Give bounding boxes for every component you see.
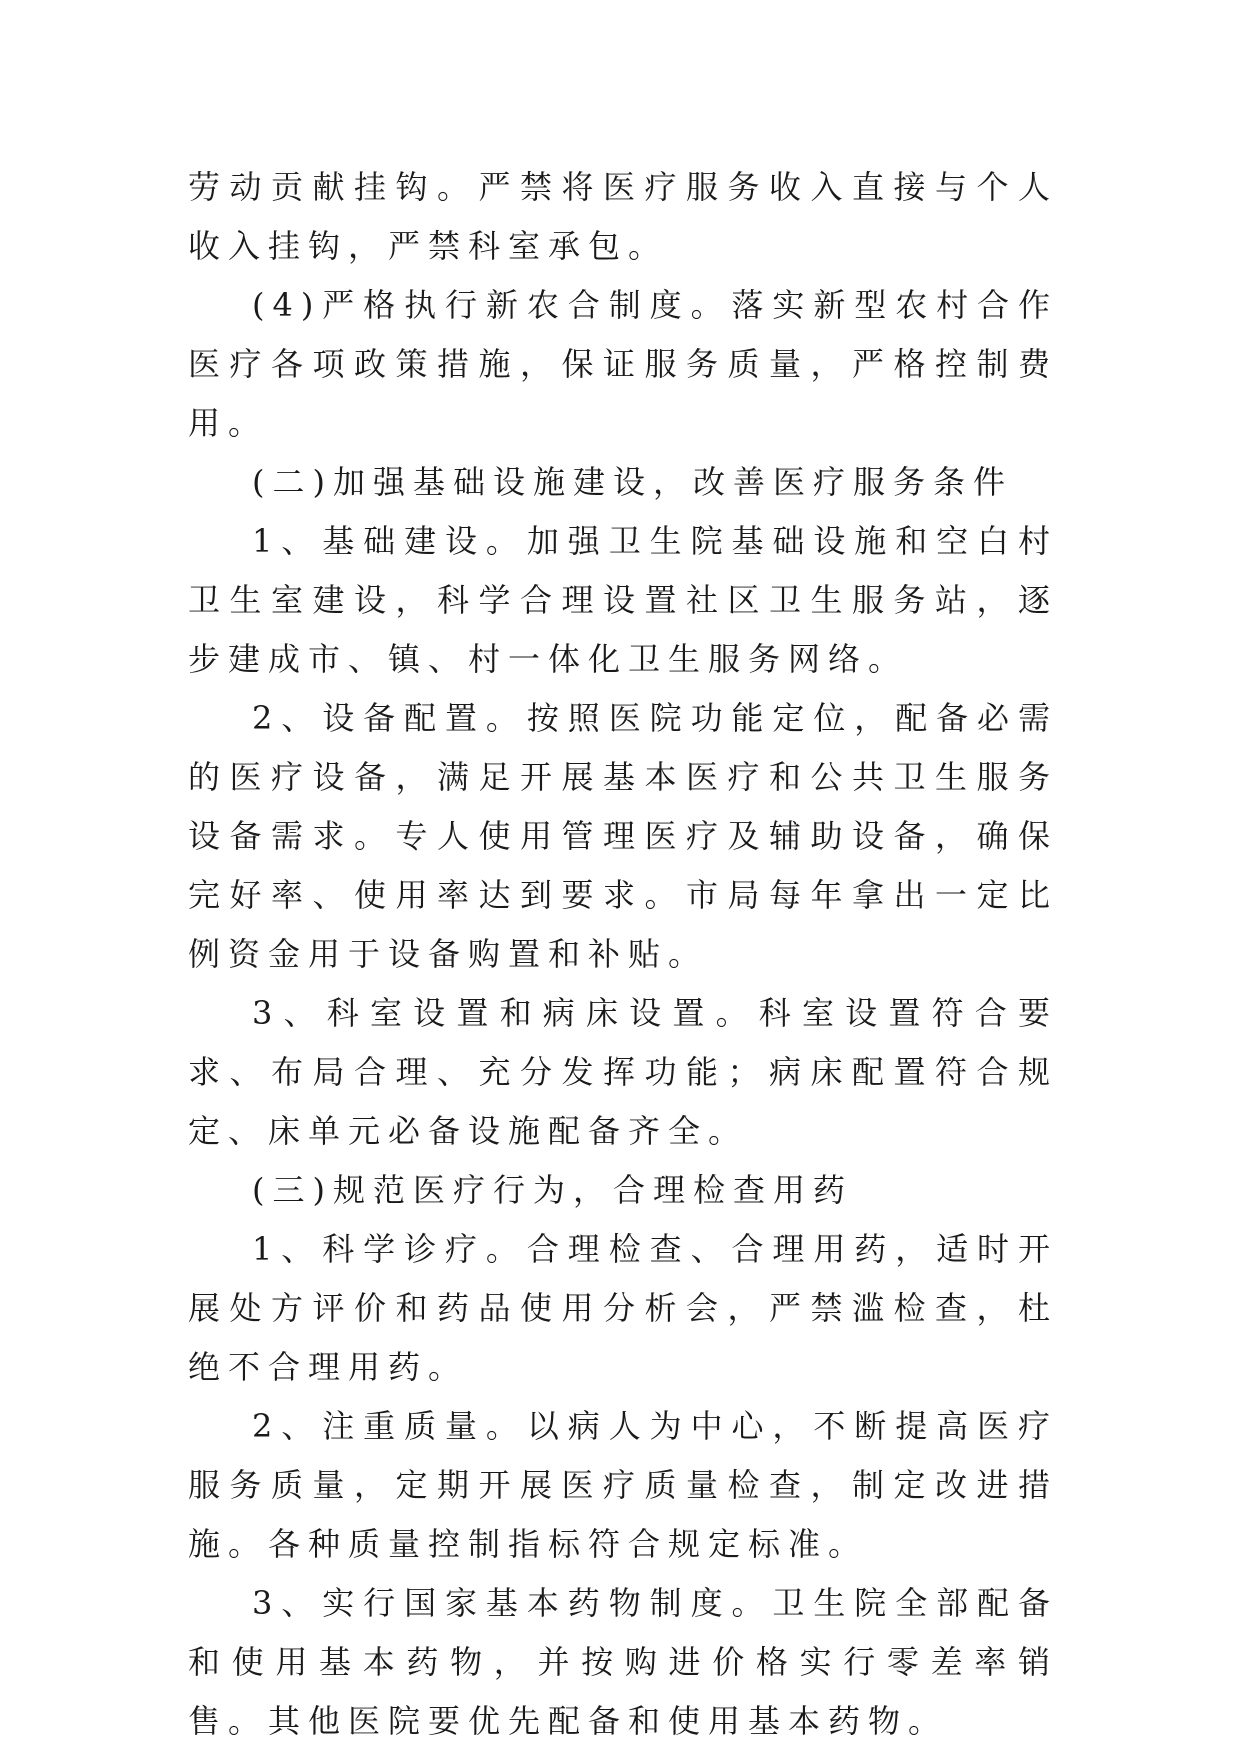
- document-body: [188, 158, 1058, 1751]
- section-heading: (三)规范医疗行为，合理检查用药: [252, 1171, 853, 1209]
- section-heading: (二)加强基础设施建设，改善医疗服务条件: [252, 463, 1013, 501]
- paragraph: 3、科室设置和病床设置。科室设置符合要求、布局合理、充分发挥功能；病床配置符合规定、床单元必备设施配备齐全。: [188, 994, 1058, 1150]
- paragraph: 劳动贡献挂钩。严禁将医疗服务收入直接与个人收入挂钩，严禁科室承包。: [188, 168, 1058, 265]
- paragraph: 1、科学诊疗。合理检查、合理用药，适时开展处方评价和药品使用分析会，严禁滥检查，杜绝不合理用药。: [188, 1230, 1058, 1386]
- paragraph: 2、注重质量。以病人为中心，不断提高医疗服务质量，定期开展医疗质量检查，制定改进措施。各种质量控制指标符合规定标准。: [188, 1407, 1058, 1563]
- paragraph: 2、设备配置。按照医院功能定位，配备必需的医疗设备，满足开展基本医疗和公共卫生服务设备需求。专人使用管理医疗及辅助设备，确保完好率、使用率达到要求。市局每年拿出一定比例资金用于设备购置和补贴。: [188, 699, 1058, 973]
- paragraph: (4)严格执行新农合制度。落实新型农村合作医疗各项政策措施，保证服务质量，严格控制费用。: [188, 286, 1058, 442]
- paragraph: 3、实行国家基本药物制度。卫生院全部配备和使用基本药物，并按购进价格实行零差率销售。其他医院要优先配备和使用基本药物。: [188, 1584, 1058, 1740]
- paragraph: 1、基础建设。加强卫生院基础设施和空白村卫生室建设，科学合理设置社区卫生服务站，逐步建成市、镇、村一体化卫生服务网络。: [188, 522, 1058, 678]
